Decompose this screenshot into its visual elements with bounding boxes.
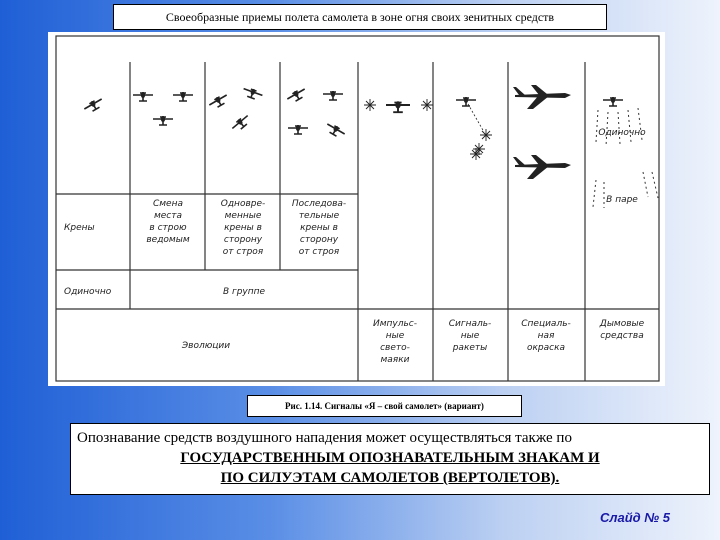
label-sig-1: Сигналь- xyxy=(448,319,492,329)
label-posl-3: крены в xyxy=(300,223,338,233)
label-odnovr-4: сторону xyxy=(223,235,263,245)
label-sig-3: ракеты xyxy=(452,343,488,353)
label-posl-1: Последова- xyxy=(291,199,347,209)
label-imp-2: ные xyxy=(385,331,405,341)
label-v-gruppe: В группе xyxy=(222,287,266,297)
label-imp-3: свето- xyxy=(380,343,410,353)
info-line-1: Опознавание средств воздушного нападения может осуществляться также по xyxy=(77,430,572,446)
label-odinochno-left: Одиночно xyxy=(64,287,112,297)
label-odnovr-3: крены в xyxy=(224,223,262,233)
signal-figure xyxy=(48,32,665,386)
label-evolyutsii: Эволюции xyxy=(181,341,231,351)
slide-number: Слайд № 5 xyxy=(600,510,671,525)
label-dym-2: средства xyxy=(600,331,644,341)
info-line-3: ПО СИЛУЭТАМ САМОЛЕТОВ (ВЕРТОЛЕТОВ). xyxy=(220,470,560,486)
label-dym-1: Дымовые xyxy=(599,319,645,329)
label-smena-2: места xyxy=(153,211,183,221)
label-smena-3: в строю xyxy=(149,223,187,233)
signal-diagram xyxy=(48,32,665,386)
figure-caption: Рис. 1.14. Сигналы «Я – свой самолет» (вариант) xyxy=(247,395,522,417)
label-posl-2: тельные xyxy=(298,211,340,221)
info-box xyxy=(70,423,710,495)
label-odnovr-1: Одновре- xyxy=(220,199,266,209)
label-odnovr-5: от строя xyxy=(222,247,264,257)
label-odinochno-right: Одиночно xyxy=(598,128,646,138)
label-v-pare: В паре xyxy=(606,195,638,205)
label-sig-2: ные xyxy=(460,331,480,341)
label-smena-4: ведомым xyxy=(146,235,190,245)
label-posl-5: от строя xyxy=(298,247,340,257)
slide-title: Своеобразные приемы полета самолета в зоне огня своих зенитных средств xyxy=(113,4,607,30)
info-line-2: ГОСУДАРСТВЕННЫМ ОПОЗНАВАТЕЛЬНЫМ ЗНАКАМ И xyxy=(180,450,600,466)
label-imp-4: маяки xyxy=(380,355,410,365)
label-spec-2: ная xyxy=(537,331,555,341)
aircraft-icon xyxy=(83,85,623,179)
label-spec-3: окраска xyxy=(526,343,566,353)
label-smena-1: Смена xyxy=(152,199,184,209)
label-kreny: Крены xyxy=(64,223,95,233)
label-imp-1: Импульс- xyxy=(373,319,417,329)
label-posl-4: сторону xyxy=(299,235,339,245)
label-odnovr-2: менные xyxy=(224,211,262,221)
flash-marks xyxy=(364,99,658,208)
label-spec-1: Специаль- xyxy=(521,319,571,329)
